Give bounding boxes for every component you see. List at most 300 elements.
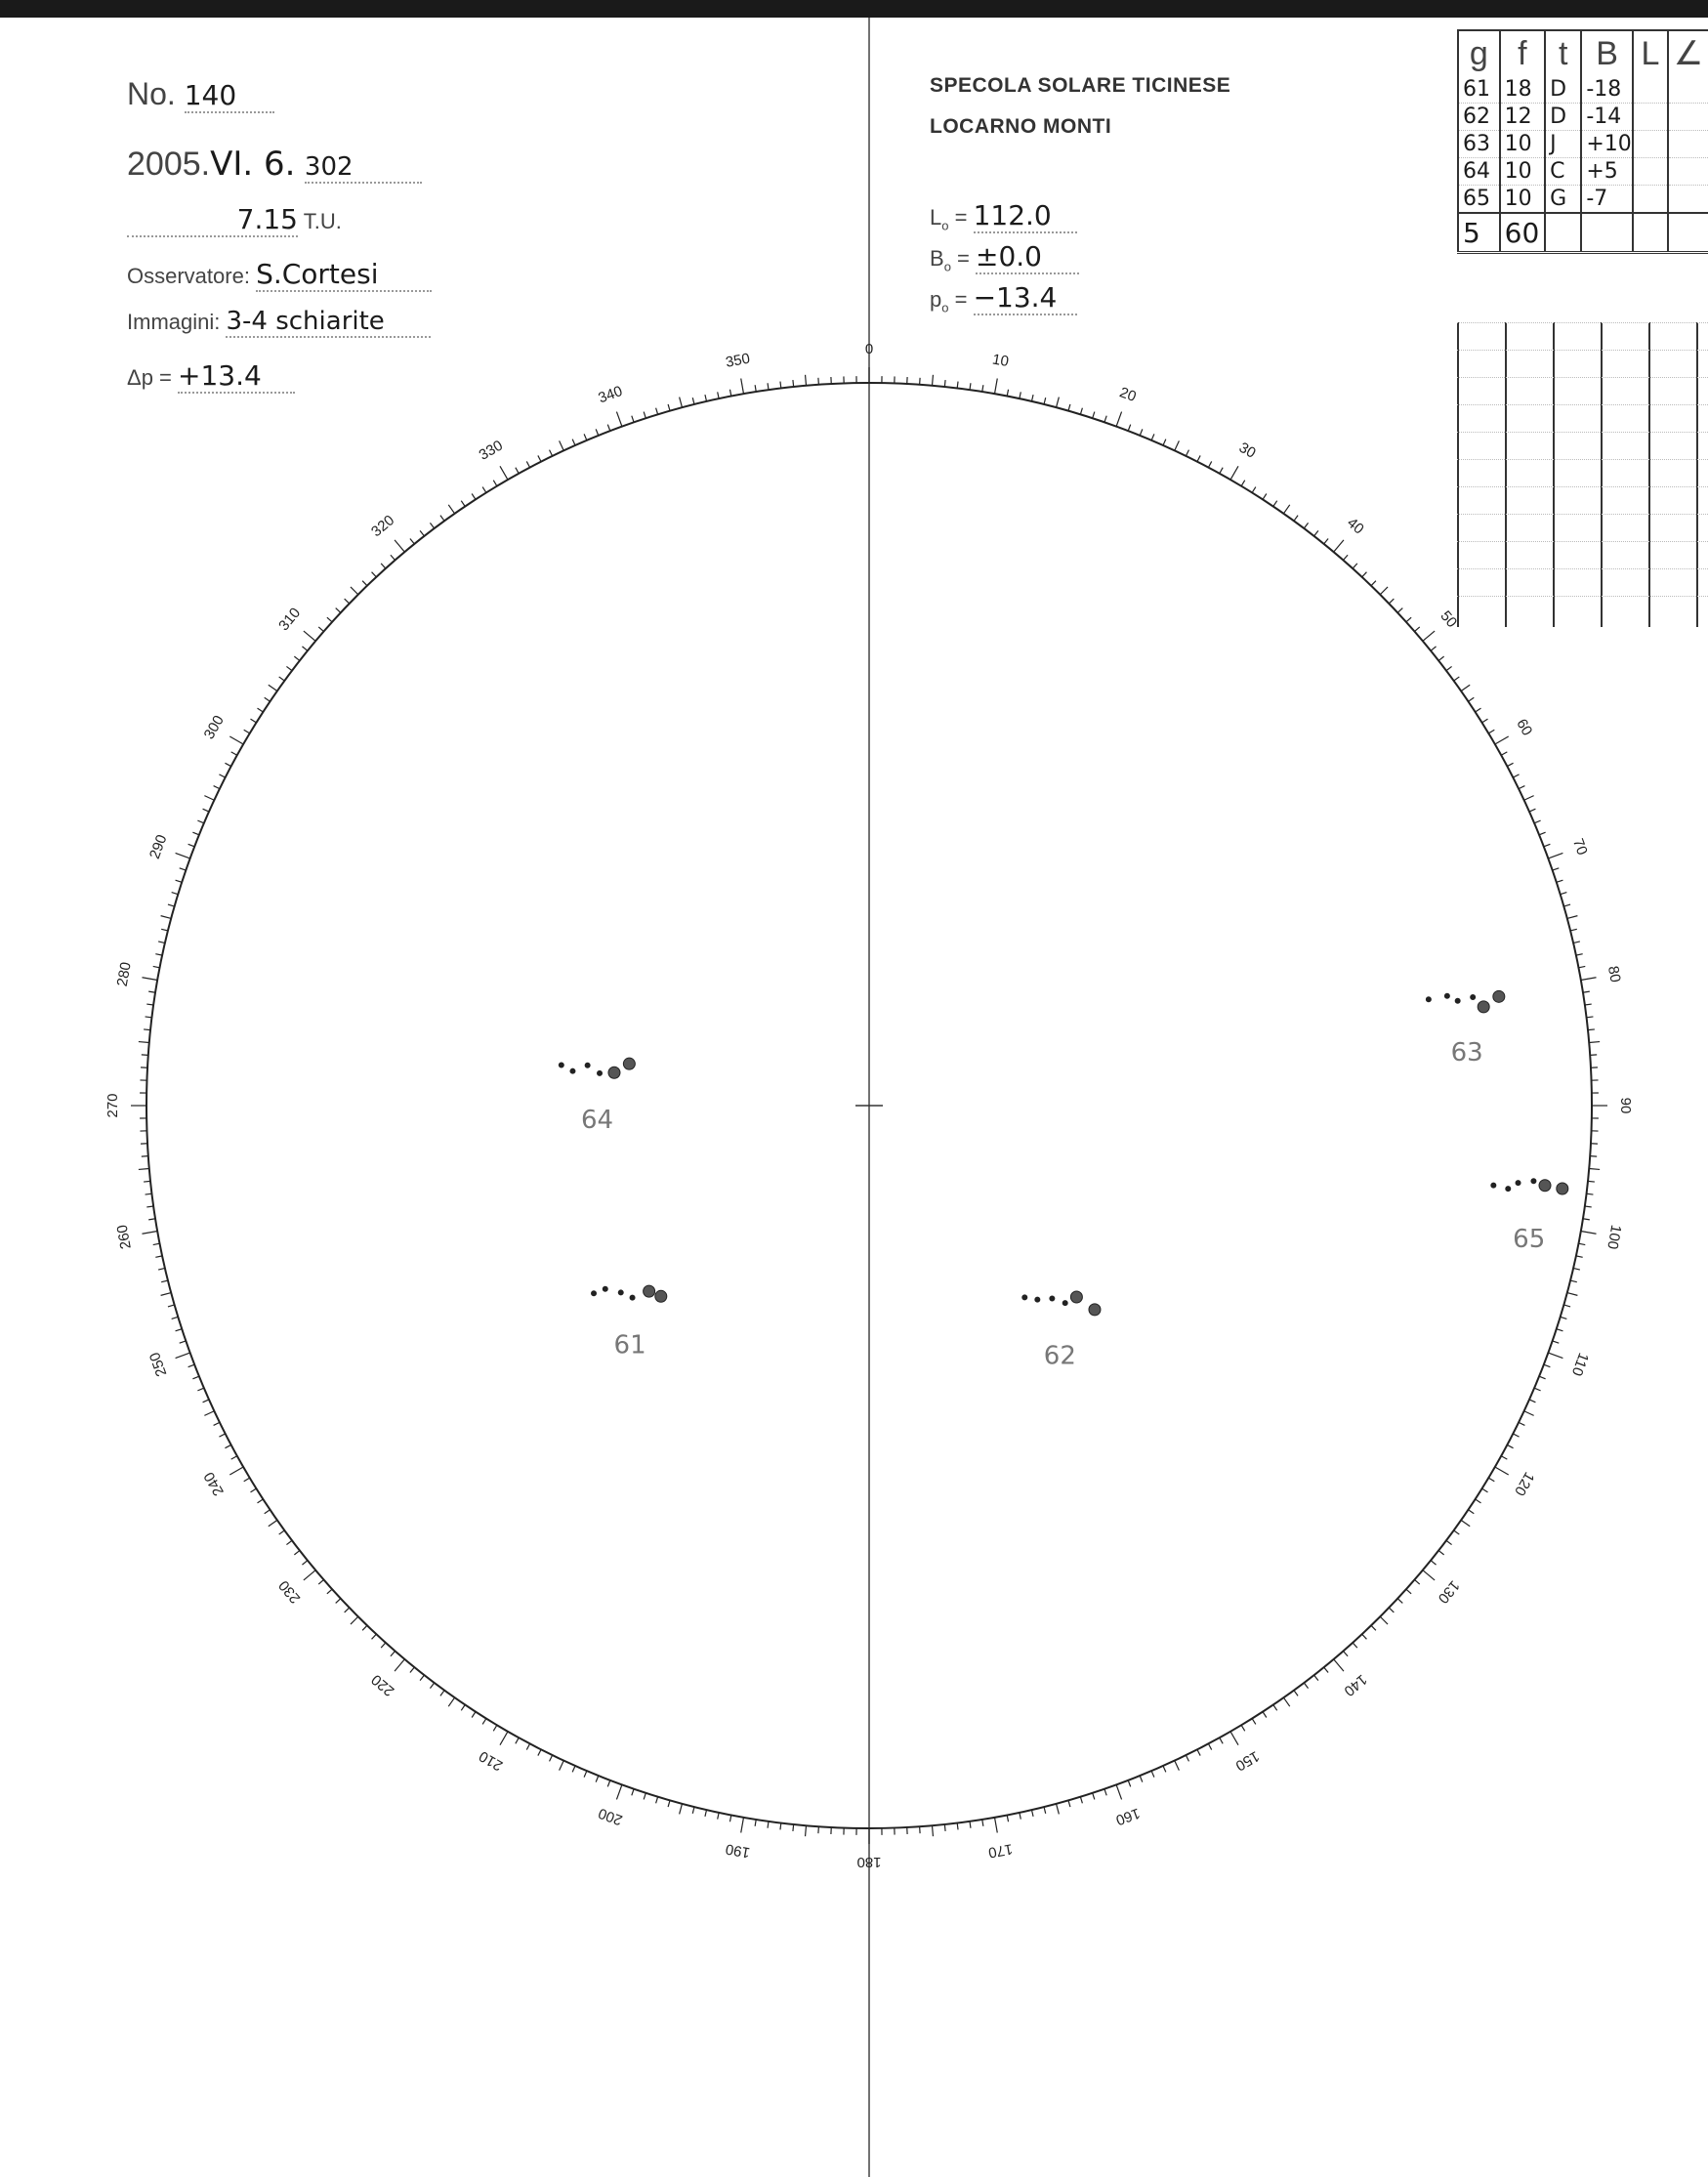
degree-tick (932, 1825, 933, 1836)
degree-tick (560, 1761, 564, 1771)
p0-label: p (930, 287, 942, 312)
degree-tick (1252, 1719, 1256, 1725)
degree-tick (229, 736, 243, 744)
degree-tick (219, 775, 225, 777)
cell[interactable]: 10 (1500, 158, 1545, 186)
degree-tick (1583, 1219, 1590, 1220)
cell[interactable]: 10 (1500, 186, 1545, 214)
B0-sub: o (943, 259, 951, 274)
degree-tick (258, 708, 264, 712)
cell[interactable]: 12 (1500, 104, 1545, 131)
degree-tick (755, 385, 756, 392)
col-L: L (1633, 30, 1668, 76)
degree-tick (302, 647, 307, 650)
degree-tick (982, 385, 983, 392)
degree-tick (148, 991, 155, 992)
degree-tick (1576, 954, 1583, 955)
degree-tick (944, 1824, 945, 1831)
degree-tick (430, 1683, 434, 1689)
group-label: 61 (613, 1330, 646, 1361)
degree-tick (1461, 1520, 1470, 1526)
degree-tick (1068, 1800, 1070, 1807)
degree-tick (1488, 730, 1494, 733)
degree-tick (932, 375, 933, 386)
degree-tick (304, 1570, 315, 1580)
degree-tick (741, 1818, 744, 1833)
cell[interactable]: G (1545, 186, 1581, 214)
degree-tick (1476, 1499, 1481, 1503)
degree-tick (632, 416, 634, 423)
degree-tick (656, 1797, 658, 1804)
degree-tick (1539, 832, 1545, 835)
degree-tick (668, 404, 670, 411)
degree-tick (279, 677, 285, 681)
number-value[interactable]: 140 (185, 79, 274, 113)
sunspot (1491, 1183, 1496, 1188)
degree-tick (192, 832, 198, 835)
degree-tick (1548, 853, 1562, 858)
degree-tick (1163, 440, 1166, 445)
B0-value[interactable]: ±0.0 (976, 240, 1079, 274)
degree-tick (806, 375, 807, 386)
degree-tick (1567, 916, 1578, 919)
degree-tick (729, 390, 730, 397)
degree-tick (155, 1256, 162, 1257)
sunspot-group (1491, 1179, 1568, 1254)
degree-tick (1570, 1280, 1577, 1282)
cell[interactable]: 62 (1458, 104, 1500, 131)
degree-tick (1230, 1732, 1238, 1745)
sunspot-group (592, 1285, 667, 1360)
degree-tick (616, 1784, 621, 1799)
degree-tick (146, 1017, 152, 1018)
degree-tick (550, 1755, 553, 1761)
degree-tick (1116, 412, 1121, 427)
degree-tick (482, 1719, 486, 1725)
degree-tick (146, 1206, 153, 1207)
sunspot (1557, 1183, 1568, 1194)
dp-value[interactable]: +13.4 (178, 359, 295, 394)
degree-label: 110 (1567, 1350, 1592, 1379)
degree-tick (279, 1530, 285, 1534)
degree-tick (144, 1181, 150, 1182)
sunspot (570, 1068, 575, 1073)
degree-tick (1304, 523, 1308, 528)
cell[interactable]: D (1545, 104, 1581, 131)
degree-tick (572, 440, 575, 445)
degree-tick (1044, 398, 1046, 404)
degree-label: 10 (990, 351, 1011, 371)
degree-tick (1389, 1608, 1394, 1612)
degree-tick (1507, 1444, 1513, 1447)
degree-tick (668, 1800, 670, 1807)
degree-tick (1093, 1793, 1095, 1800)
degree-tick (584, 1771, 587, 1777)
degree-tick (153, 966, 160, 967)
degree-tick (1585, 1004, 1592, 1005)
degree-tick (632, 1789, 634, 1796)
degree-tick (1031, 395, 1033, 401)
degree-tick (1589, 1168, 1600, 1169)
degree-label: 330 (476, 437, 506, 464)
degree-tick (362, 581, 367, 586)
degree-tick (372, 1634, 377, 1639)
degree-tick (1068, 404, 1070, 411)
degree-tick (1438, 1551, 1444, 1555)
degree-tick (1446, 1540, 1452, 1544)
cell[interactable]: -7 (1581, 186, 1632, 214)
degree-tick (1529, 1400, 1535, 1402)
degree-tick (302, 1561, 307, 1565)
degree-tick (1578, 1243, 1585, 1244)
sunspot (630, 1295, 635, 1300)
degree-tick (204, 796, 214, 801)
degree-label: 80 (1604, 964, 1624, 984)
degree-tick (1501, 1456, 1507, 1459)
sunspot (1070, 1291, 1082, 1303)
degree-label: 60 (1513, 716, 1536, 739)
degree-label: 0 (864, 340, 874, 357)
degree-tick (1263, 494, 1267, 500)
degree-tick (1431, 1561, 1436, 1565)
degree-tick (1588, 1181, 1595, 1182)
degree-tick (294, 1551, 300, 1555)
degree-tick (1534, 1388, 1540, 1391)
total-groups[interactable]: 5 (1458, 213, 1500, 253)
degree-tick (1197, 1749, 1200, 1755)
degree-tick (1397, 608, 1402, 613)
degree-tick (607, 1780, 610, 1787)
degree-tick (1581, 1231, 1597, 1234)
degree-tick (500, 1732, 508, 1745)
degree-tick (970, 1821, 971, 1828)
degree-tick (180, 1341, 187, 1343)
degree-tick (1353, 1643, 1357, 1648)
degree-tick (1454, 1530, 1460, 1534)
group-label: 65 (1513, 1224, 1546, 1254)
cell[interactable]: +5 (1581, 158, 1632, 186)
degree-tick (680, 398, 683, 408)
degree-tick (158, 942, 165, 943)
degree-tick (1314, 530, 1318, 536)
degree-tick (729, 1815, 730, 1821)
degree-tick (472, 494, 476, 500)
degree-tick (1482, 1488, 1488, 1492)
degree-tick (1186, 450, 1188, 456)
degree-tick (607, 425, 610, 432)
group-label: 62 (1043, 1341, 1076, 1371)
degree-label: 340 (596, 382, 625, 407)
sunspot (618, 1290, 623, 1295)
degree-tick (1163, 1766, 1166, 1772)
degree-tick (705, 395, 707, 401)
degree-tick (345, 1608, 350, 1612)
degree-tick (381, 1643, 386, 1648)
degree-tick (146, 1004, 153, 1005)
degree-tick (168, 904, 175, 906)
degree-tick (1334, 1659, 1344, 1671)
degree-tick (362, 1625, 367, 1630)
date-day[interactable]: . 6. (242, 145, 296, 184)
degree-tick (192, 1376, 198, 1379)
degree-tick (793, 380, 794, 387)
dp-label: Δp = (127, 365, 172, 390)
sunspot (559, 1063, 563, 1068)
degree-tick (440, 1691, 444, 1696)
degree-tick (596, 429, 599, 435)
degree-label: 210 (476, 1747, 506, 1775)
degree-tick (982, 1820, 983, 1826)
degree-label: 140 (1340, 1670, 1370, 1699)
sunspot (1062, 1301, 1067, 1306)
degree-tick (644, 412, 646, 419)
degree-tick (1263, 1712, 1267, 1718)
sunspot (1478, 1001, 1489, 1013)
sunspot-group (559, 1058, 635, 1135)
degree-tick (516, 468, 519, 474)
degree-tick (680, 1804, 683, 1815)
degree-label: 30 (1235, 439, 1259, 462)
L0-value[interactable]: 112.0 (974, 199, 1077, 233)
degree-tick (1324, 1667, 1328, 1672)
degree-tick (1397, 1599, 1402, 1604)
degree-tick (395, 1659, 404, 1671)
sunspot (598, 1070, 603, 1075)
degree-tick (327, 1589, 332, 1594)
degree-tick (1151, 434, 1154, 440)
degree-tick (1380, 587, 1388, 595)
degree-tick (768, 1821, 769, 1828)
degree-tick (1389, 599, 1394, 604)
degree-label: 230 (275, 1576, 305, 1607)
degree-tick (1362, 572, 1367, 577)
degree-tick (705, 1810, 707, 1817)
degree-tick (1589, 1042, 1600, 1043)
degree-tick (1414, 627, 1419, 632)
degree-tick (1482, 719, 1488, 723)
time-value[interactable]: 7.15 (127, 203, 298, 237)
date-month[interactable]: VI (210, 145, 243, 184)
degree-tick (472, 1712, 476, 1718)
degree-tick (994, 1818, 997, 1833)
degree-tick (1186, 1755, 1188, 1761)
col-angle: ∠ (1668, 30, 1708, 76)
degree-tick (225, 763, 230, 766)
degree-tick (718, 392, 719, 398)
degree-label: 20 (1117, 384, 1139, 406)
degree-tick (420, 530, 424, 536)
degree-tick (1334, 540, 1344, 552)
degree-tick (1423, 1570, 1435, 1580)
degree-tick (1585, 1206, 1592, 1207)
degree-tick (269, 685, 277, 691)
degree-tick (286, 1540, 292, 1544)
degree-tick (372, 572, 377, 577)
date-number[interactable]: 302 (305, 152, 422, 184)
degree-label: 150 (1232, 1747, 1263, 1775)
degree-tick (1241, 481, 1245, 486)
degree-tick (161, 1280, 168, 1282)
degree-tick (1438, 656, 1444, 660)
degree-tick (1586, 1193, 1593, 1194)
degree-tick (1380, 1616, 1388, 1624)
degree-tick (410, 1667, 414, 1672)
degree-tick (526, 1743, 529, 1749)
degree-tick (440, 516, 444, 522)
sunspot (1444, 993, 1449, 998)
sunspot (644, 1285, 655, 1297)
cell[interactable]: +10 (1581, 131, 1632, 158)
cell[interactable]: 64 (1458, 158, 1500, 186)
degree-tick (172, 893, 179, 895)
degree-label: 120 (1511, 1469, 1538, 1499)
degree-label: 50 (1437, 607, 1461, 631)
degree-tick (806, 1825, 807, 1836)
sunspot (603, 1286, 607, 1291)
sunspot (1426, 997, 1431, 1002)
col-g: g (1458, 30, 1500, 76)
degree-tick (1343, 555, 1348, 560)
degree-tick (572, 1766, 575, 1772)
degree-tick (1197, 455, 1200, 461)
sunspot-group (1426, 990, 1504, 1068)
degree-tick (1501, 752, 1507, 755)
degree-label: 290 (146, 832, 171, 861)
degree-tick (1495, 1467, 1509, 1475)
degree-tick (225, 1444, 230, 1447)
degree-tick (448, 1697, 454, 1706)
degree-tick (1414, 1579, 1419, 1584)
cell[interactable]: 65 (1458, 186, 1500, 214)
degree-tick (1324, 538, 1328, 543)
total-spots[interactable]: 60 (1500, 213, 1545, 253)
degree-tick (584, 434, 587, 440)
sunspot (1035, 1297, 1040, 1302)
cell[interactable]: 63 (1458, 131, 1500, 158)
degree-tick (1093, 412, 1095, 419)
degree-tick (139, 1042, 149, 1043)
degree-tick (139, 1168, 149, 1169)
degree-tick (204, 1411, 214, 1416)
degree-tick (391, 555, 396, 560)
sunspot (1539, 1180, 1551, 1192)
degree-tick (269, 1520, 277, 1526)
cell[interactable]: D (1545, 76, 1581, 104)
degree-tick (1557, 880, 1563, 882)
degree-tick (1570, 929, 1577, 931)
degree-tick (1524, 796, 1534, 801)
degree-label: 270 (104, 1093, 121, 1118)
degree-tick (1104, 1789, 1106, 1796)
degree-tick (461, 1704, 465, 1710)
sunspot (1493, 990, 1505, 1002)
degree-tick (1057, 398, 1060, 408)
degree-tick (336, 608, 341, 613)
degree-tick (616, 412, 621, 427)
degree-tick (500, 466, 508, 480)
sunspot (1022, 1295, 1027, 1300)
degree-tick (1020, 392, 1021, 398)
degree-tick (1208, 461, 1211, 467)
degree-tick (1461, 685, 1470, 691)
degree-tick (1524, 1411, 1534, 1416)
degree-tick (1175, 440, 1180, 450)
degree-tick (957, 1822, 958, 1829)
degree-tick (1406, 617, 1411, 622)
degree-label: 130 (1434, 1576, 1463, 1607)
degree-tick (1561, 893, 1567, 895)
degree-label: 190 (724, 1840, 752, 1862)
institution-name: SPECOLA SOLARE TICINESE (930, 74, 1231, 97)
degree-tick (1553, 1341, 1560, 1343)
degree-tick (1007, 1815, 1008, 1821)
sunspot (1471, 994, 1476, 999)
degree-tick (214, 786, 220, 789)
degree-tick (142, 1231, 157, 1234)
degree-tick (158, 1268, 165, 1270)
degree-tick (741, 378, 744, 394)
degree-tick (351, 1616, 358, 1624)
sunspot (592, 1291, 597, 1296)
B0-label: B (930, 246, 944, 271)
observer-value[interactable]: S.Cortesi (256, 258, 432, 292)
degree-tick (957, 382, 958, 389)
degree-tick (1576, 1256, 1583, 1257)
sunspot (1516, 1181, 1521, 1186)
degree-tick (180, 868, 187, 870)
degree-tick (265, 697, 271, 701)
p0-field: $p_o = -13.4$ (930, 281, 1077, 315)
images-value[interactable]: 3-4 schiarite (226, 307, 431, 338)
degree-tick (516, 1737, 519, 1743)
p0-value[interactable]: −13.4 (974, 281, 1077, 315)
sunspot (608, 1067, 620, 1078)
degree-tick (1252, 487, 1256, 493)
degree-tick (1423, 631, 1435, 641)
cell[interactable]: 18 (1500, 76, 1545, 104)
degree-tick (1128, 1780, 1131, 1787)
degree-tick (560, 440, 564, 450)
degree-label: 310 (275, 605, 305, 635)
degree-tick (1519, 1422, 1524, 1425)
cell[interactable]: J (1545, 131, 1581, 158)
degree-tick (1553, 868, 1560, 870)
cell[interactable]: C (1545, 158, 1581, 186)
degree-tick (203, 809, 209, 812)
degree-tick (161, 916, 172, 919)
degree-tick (994, 378, 997, 394)
degree-tick (692, 398, 694, 404)
degree-tick (231, 752, 237, 755)
degree-tick (1561, 1317, 1567, 1319)
cell[interactable]: 10 (1500, 131, 1545, 158)
sunspot (1531, 1179, 1536, 1184)
degree-tick (793, 1824, 794, 1831)
cell[interactable]: 61 (1458, 76, 1500, 104)
degree-tick (1343, 1651, 1348, 1655)
degree-tick (692, 1807, 694, 1814)
degree-tick (1488, 1478, 1494, 1482)
degree-tick (395, 540, 404, 552)
degree-tick (286, 666, 292, 670)
cell[interactable]: -18 (1581, 76, 1632, 104)
degree-tick (327, 617, 332, 622)
degree-label: 260 (113, 1223, 135, 1251)
degree-tick (1557, 1329, 1563, 1331)
degree-tick (1031, 1810, 1033, 1817)
cell[interactable]: -14 (1581, 104, 1632, 131)
degree-label: 240 (200, 1469, 228, 1499)
